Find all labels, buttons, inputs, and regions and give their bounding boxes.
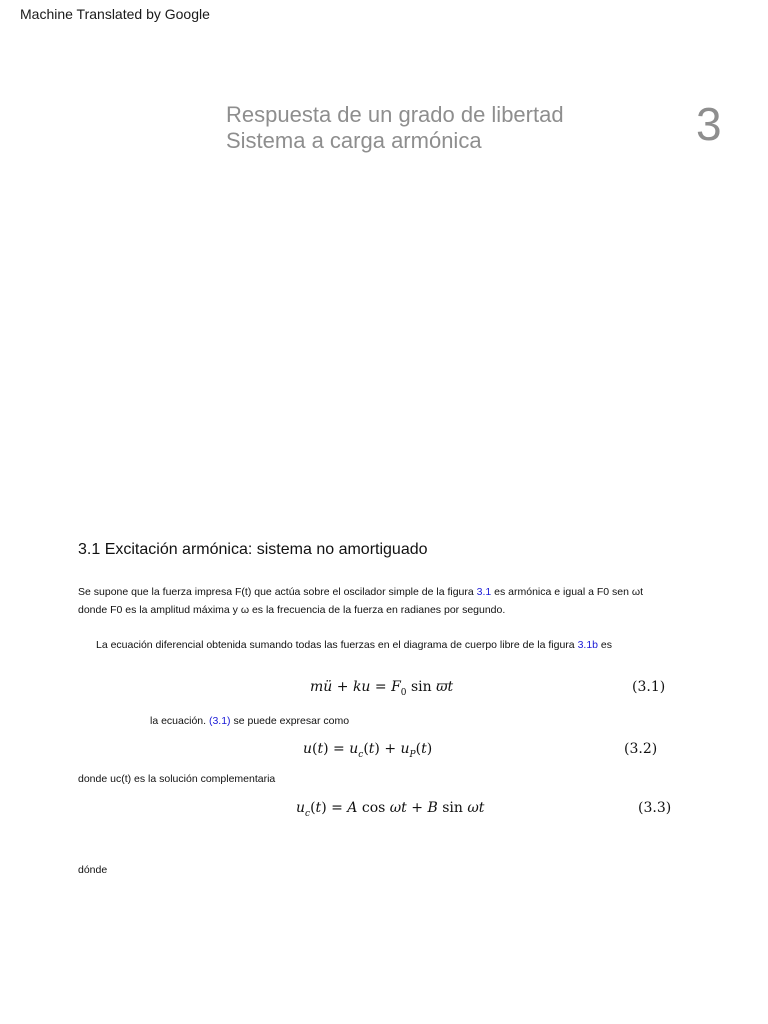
- equation-3-3-number: (3.3): [638, 800, 672, 816]
- paragraph-3: [150, 712, 349, 730]
- equation-3-1: mü + ku = $F_0$ sin ϖt: [310, 679, 454, 698]
- paragraph-1-line-2: donde F0 es la amplitud máxima y ω es la frecuencia de la fuerza en radianes por segundo.: [78, 604, 506, 616]
- equation-3-2: $u(t) = u_c(t) + u_P(t)$: [303, 741, 433, 760]
- paragraph-2: [96, 636, 612, 654]
- paragraph-3-text-b: se puede expresar como: [230, 715, 350, 727]
- paragraph-3-text-a: la ecuación.: [150, 715, 209, 727]
- chapter-title-line-1: Respuesta de un grado de libertad: [226, 102, 564, 127]
- chapter-title-line-2: Sistema a carga armónica: [226, 128, 482, 153]
- equation-3-1-link[interactable]: (3.1): [208, 715, 231, 727]
- paragraph-2-text-b: es: [598, 639, 613, 651]
- chapter-number: 3: [696, 98, 722, 150]
- paragraph-1-text-b: es armónica e igual a F0 sen ωt: [491, 586, 644, 598]
- figure-3-1b-link[interactable]: 3.1b: [577, 639, 598, 651]
- paragraph-2-text-a: La ecuación diferencial obtenida sumando todas las fuerzas en el diagrama de cuerpo libre de la figura: [96, 639, 578, 651]
- equation-3-3: $u_c(t) = A$ cos ωt + B sin ωt: [296, 800, 485, 819]
- machine-translation-banner: Machine Translated by Google: [20, 6, 210, 22]
- paragraph-5: dónde: [78, 864, 108, 876]
- figure-3-1-link[interactable]: 3.1: [476, 586, 492, 598]
- paragraph-1-text-a: Se supone que la fuerza impresa F(t) que actúa sobre el oscilador simple de la figura: [78, 586, 477, 598]
- paragraph-4: donde uc(t) es la solución complementaria: [78, 773, 276, 785]
- equation-3-2-number: (3.2): [624, 741, 658, 757]
- paragraph-1-line-1: [78, 583, 643, 601]
- equation-3-1-number: (3.1): [632, 679, 666, 695]
- section-heading: 3.1 Excitación armónica: sistema no amortiguado: [78, 541, 428, 558]
